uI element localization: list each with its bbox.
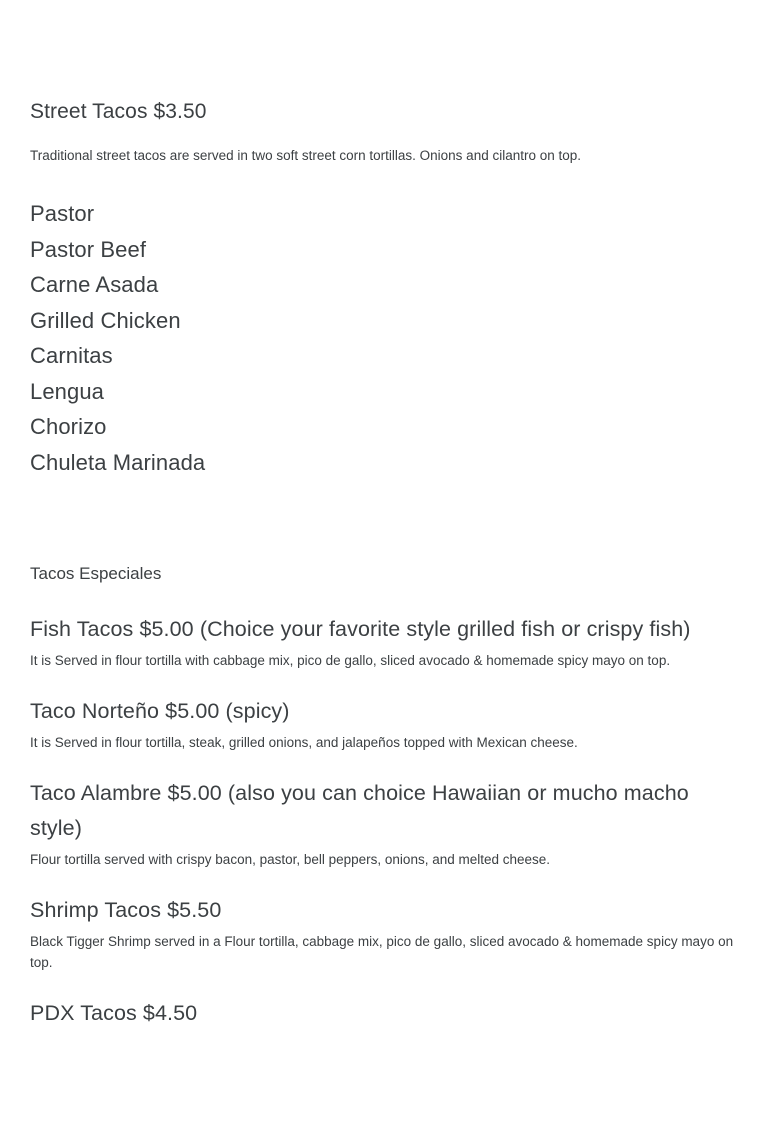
menu-item-name: Shrimp Tacos $5.50 [30, 898, 222, 923]
section-spacer [30, 480, 740, 564]
menu-item-description: It is Served in flour tortilla with cabbage mix, pico de gallo, sliced avocado & homemade spicy mayo on top. [30, 653, 671, 669]
street-tacos-heading: Street Tacos $3.50 [30, 100, 207, 123]
menu-item [30, 612, 740, 672]
menu-item [30, 776, 740, 871]
menu-item-name: Fish Tacos $5.00 (Choice your favorite style grilled fish or crispy fish) [30, 617, 691, 642]
menu-item-description: Flour tortilla served with crispy bacon, pastor, bell peppers, onions, and melted cheese. [30, 852, 551, 868]
menu-item [30, 893, 740, 974]
menu-item-name: Taco Norteño $5.00 (spicy) [30, 699, 290, 724]
list-item: Carnitas [30, 343, 113, 369]
list-item: Carne Asada [30, 272, 159, 298]
list-item: Chorizo [30, 414, 107, 440]
menu-item [30, 996, 740, 1031]
tacos-especiales-title: Tacos Especiales [30, 564, 162, 584]
menu-item-description: Black Tigger Shrimp served in a Flour tortilla, cabbage mix, pico de gallo, sliced avocado & homemade spicy mayo on top. [30, 934, 734, 970]
list-item: Pastor Beef [30, 236, 147, 262]
menu-item-name: Taco Alambre $5.00 (also you can choice Hawaiian or mucho macho style) [30, 781, 689, 841]
list-item: Pastor [30, 201, 95, 227]
list-item: Lengua [30, 378, 105, 404]
menu-item-description: It is Served in flour tortilla, steak, grilled onions, and jalapeños topped with Mexican cheese. [30, 735, 578, 751]
menu-item-name: PDX Tacos $4.50 [30, 1000, 198, 1025]
menu-item [30, 694, 740, 754]
street-tacos-description: Traditional street tacos are served in two soft street corn tortillas. Onions and cilantro on top. [30, 148, 582, 163]
list-item: Chuleta Marinada [30, 449, 206, 475]
list-item: Grilled Chicken [30, 307, 181, 333]
street-tacos-list [30, 196, 740, 480]
